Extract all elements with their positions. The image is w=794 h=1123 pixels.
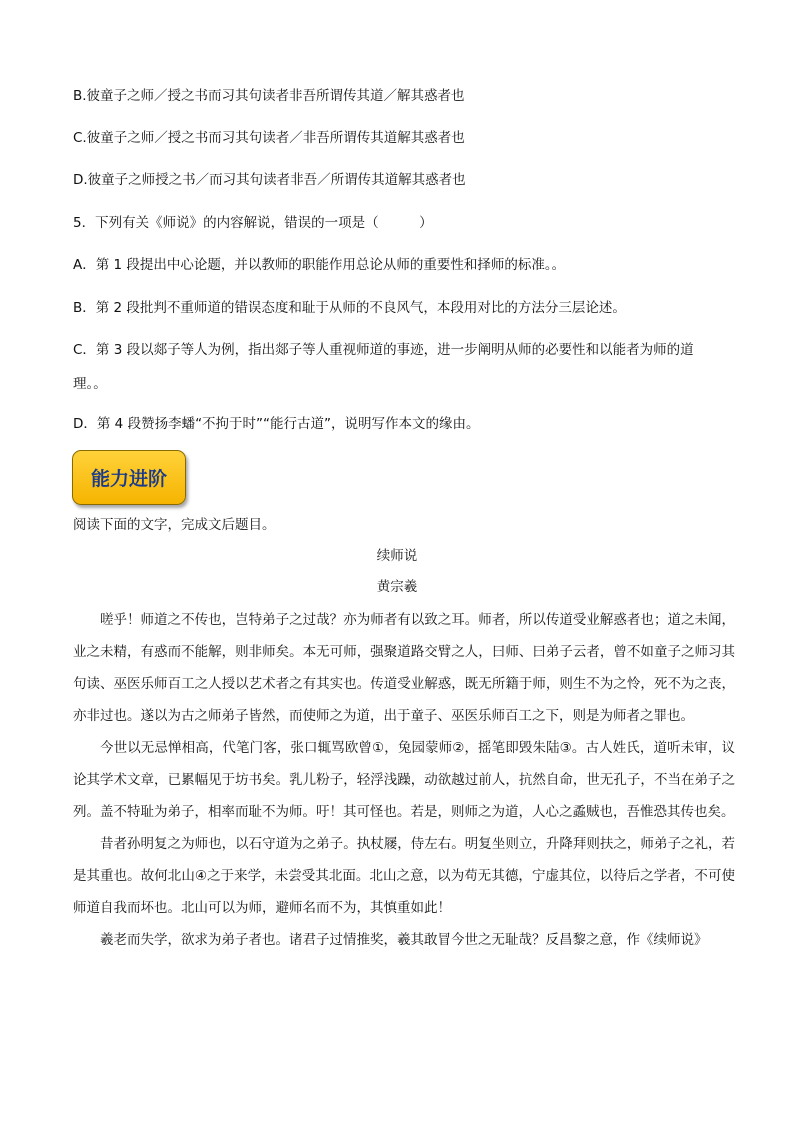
reading-instruction: 阅读下面的文字，完成文后题目。 (73, 517, 276, 533)
option-c: C.彼童子之师／授之书而习其句读者／非吾所谓传其道解其惑者也 (73, 130, 465, 146)
passage-body (73, 604, 735, 956)
question-5-option-d: D．第 4 段赞扬李蟠“不拘于时”“能行古道”，说明写作本文的缘由。 (73, 416, 480, 432)
question-5-option-a: A．第 1 段提出中心论题，并以教师的职能作用总论从师的重要性和择师的标准。。 (73, 257, 566, 273)
passage-title: 续师说 (376, 548, 418, 564)
passage-paragraph-4: 羲老而失学，欲求为弟子者也。诸君子过情推奖，羲其敢冒今世之无耻哉？反昌黎之意，作《续师说》 (100, 932, 708, 948)
section-badge (72, 450, 186, 505)
question-5-option-c-line2: 理。。 (73, 376, 107, 392)
question-5-stem: 5．下列有关《师说》的内容解说，错误的一项是（ ） (73, 215, 433, 231)
passage-paragraph-2: 今世以无忌惮相高，代笔门客，张口辄骂欧曾①，兔园蒙师②，摇笔即毁朱陆③。古人姓氏，道听未审，议论其学术文章，已累幅见于坊书矣。乳儿粉子，轻浮浅躁，动欲越过前人，抗然自命，世无孔子，不当在弟子之列。盖不特耻为弟子，相率而耻不为师。吁！其可怪也。若是，则师之为道，人心之蟊贼也，吾惟恐其传也矣。 (73, 740, 735, 820)
question-5-option-b: B．第 2 段批判不重师道的错误态度和耻于从师的不良风气，本段用对比的方法分三层论述。 (73, 300, 626, 316)
option-b: B.彼童子之师／授之书而习其句读者非吾所谓传其道／解其惑者也 (73, 88, 465, 104)
passage-author: 黄宗羲 (376, 579, 418, 595)
option-d: D.彼童子之师授之书／而习其句读者非吾／所谓传其道解其惑者也 (73, 172, 466, 188)
question-5-option-c-line1: C．第 3 段以郯子等人为例，指出郯子等人重视师道的事迹，进一步阐明从师的必要性和以能者为师的道 (73, 342, 694, 358)
passage-paragraph-3: 昔者孙明复之为师也，以石守道为之弟子。执杖屦，侍左右。明复坐则立，升降拜则扶之，师弟子之礼，若是其重也。故何北山④之于来学，未尝受其北面。北山之意，以为苟无其德，宁虚其位，以待后之学者，不可使师道自我而坏也。北山可以为师，避师名而不为，其慎重如此！ (73, 836, 735, 916)
section-badge-label: 能力进阶 (90, 468, 167, 490)
passage-paragraph-1: 嗟乎！师道之不传也，岂特弟子之过哉？亦为师者有以致之耳。师者，所以传道受业解惑者也；道之未闻，业之未精，有惑而不能解，则非师矣。本无可师，强聚道路交臂之人，曰师、曰弟子云者，曾不如童子之师习其句读、巫医乐师百工之人授以艺术者之有其实也。传道受业解惑，既无所籍于师，则生不为之怜，死不为之丧，亦非过也。遂以为古之师弟子皆然，而使师之为道，出于童子、巫医乐师百工之下，则是为师者之罪也。 (73, 612, 735, 724)
